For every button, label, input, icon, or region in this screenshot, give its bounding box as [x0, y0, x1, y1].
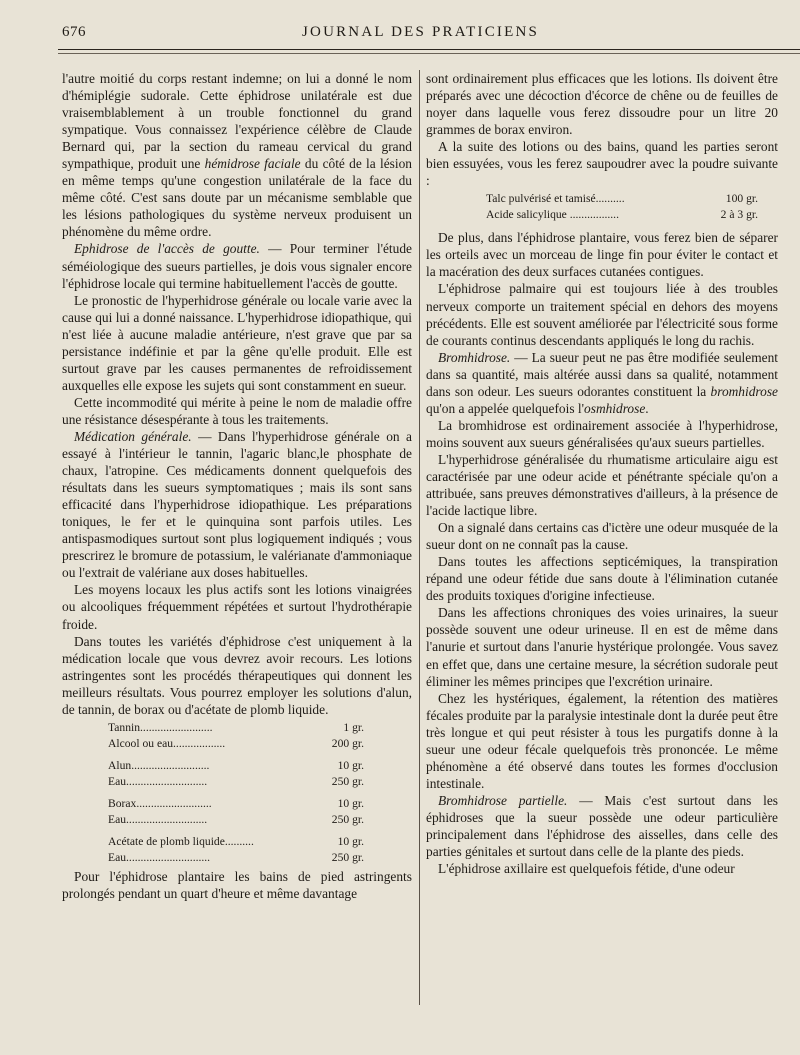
paragraph: Chez les hystériques, également, la rétention des matières fécales produite par la paralysie intestinale dont la durée peut être très longue et qui peut résister à tous les purgatifs donne à la sueur une odeur fécale quelquefois très prononcée. Le même phénomène a été observé dans toutes les formes d'occlusion intestinale. — [426, 690, 778, 791]
section-heading: Bromhidrose partielle. — [438, 792, 568, 808]
prescription-row: Eau............................ 250 gr. — [108, 774, 364, 788]
prescription-row: Talc pulvérisé et tamisé.......... 100 gr. — [486, 192, 758, 206]
prescription-row: Tannin......................... 1 gr. — [108, 720, 364, 734]
paragraph: De plus, dans l'éphidrose plantaire, vous ferez bien de séparer les orteils avec un morceau de linge fin pour éviter le contact et la macération des deux surfaces cutanées contigues. — [426, 230, 778, 280]
journal-title: JOURNAL DES PRATICIENS — [302, 24, 540, 40]
page-number: 676 — [62, 24, 86, 40]
paragraph: A la suite des lotions ou des bains, quand les parties seront bien essuyées, vous les ferez saupoudrer avec la poudre suivante : — [426, 139, 778, 189]
paragraph: L'éphidrose axillaire est quelquefois fétide, d'une odeur — [438, 861, 735, 877]
prescription-group — [108, 834, 364, 866]
paragraph: Dans toutes les variétés d'éphidrose c'est uniquement à la médication locale que vous devrez avoir recours. Les lotions astringentes sont les procédés thérapeutiques qui donnent les meilleurs résultats. Vous pourrez employer les solutions d'alun, de tannin, de borax ou d'acétate de plomb liquide. — [62, 633, 412, 717]
paragraph: Les moyens locaux les plus actifs sont les lotions vinaigrées ou alcooliques fréquemment répétées et surtout l'hydrothérapie froide. — [62, 582, 412, 632]
prescription-group — [108, 720, 364, 752]
section-heading: Ephidrose de l'accès de goutte. — [74, 241, 260, 257]
paragraph: Le pronostic de l'hyperhidrose générale ou locale varie avec la cause qui lui a donné naissance. L'hyperhidrose idiopathique, qui n'est liée à aucune maladie antérieure, n'est grave que par sa persistance indéfinie et par la gêne qu'elle produit. Elle est surtout grave par les causes permanentes de refroidissement auxquelles elle expose les sujets qui sont constamment en sueur. — [62, 292, 412, 393]
header-rule-secondary — [58, 53, 800, 54]
paragraph: Bromhidrose. — La sueur peut ne pas être modifiée seulement dans sa quantité, mais altérée aussi dans sa qualité, notamment dans son odeur. Les sueurs odorantes constituent la bromhidrose qu'on a appelée quelquefois l'osmhidrose. — [426, 349, 778, 416]
page-header — [62, 24, 782, 48]
prescription-group — [108, 758, 364, 790]
prescription-row: Alcool ou eau.................. 200 gr. — [108, 736, 364, 750]
paragraph: Cette incommodité qui mérite à peine le nom de maladie offre une résistance désespérante à tous les traitements. — [62, 394, 412, 427]
paragraph: sont ordinairement plus efficaces que les lotions. Ils doivent être préparés avec une décoction d'écorce de chêne ou de feuilles de noyer dans laquelle vous ferez dissoudre pour un litre 20 grammes de borax environ. — [426, 71, 778, 138]
paragraph: La bromhidrose est ordinairement associée à l'hyperhidrose, moins souvent aux sueurs généralisées qu'aux sueurs partielles. — [426, 417, 778, 450]
header-rule — [58, 49, 800, 50]
section-heading: Médication générale. — [74, 428, 192, 444]
paragraph: Pour l'éphidrose plantaire les bains de pied astringents prolongés pendant un quart d'heure et même davantage — [62, 868, 412, 901]
right-column — [426, 70, 778, 877]
prescription-row: Alun........................... 10 gr. — [108, 758, 364, 772]
prescription-row: Eau............................ 250 gr. — [108, 812, 364, 826]
paragraph: Médication générale. — Dans l'hyperhidrose générale on a essayé à l'intérieur le tannin, l'agaric blanc,le phosphate de chaux, l'atropine. Ces médicaments donnent quelquefois des résultats dans les sueurs symptomatiques ; mais ils sont sans efficacité dans l'hyperhidrose idiopathique. Les préparations toniques, le fer et le quinquina sont parfois utiles. Les antispasmodiques surtout sont plus logiquement indiqués ; vous prescrirez le bromure de potassium, le valérianate d'ammoniaque ou l'extrait de valériane aux doses habituelles. — [62, 428, 412, 581]
paragraph: Bromhidrose partielle. — Mais c'est surtout dans les éphidroses que la sueur possède une odeur particulière principalement dans l'éphidrose des aisselles, dans celle des parties génitales et surtout dans celle de la plante des pieds. — [426, 792, 778, 860]
section-heading: Bromhidrose. — [438, 349, 511, 365]
powder-formula — [486, 191, 758, 223]
paragraph: Dans les affections chroniques des voies urinaires, la sueur possède souvent une odeur urineuse. Il en est de même dans l'anurie et surtout dans l'anurie hystérique prolongée. Vous savez en effet que, dans une certaine mesure, la sécrétion sudorale peut éliminer les mêmes principes que l'excrétion urinaire. — [426, 605, 778, 689]
paragraph: L'éphidrose palmaire qui est toujours liée à des troubles nerveux comporte un traitement spécial en dehors des moyens précédents. Elle est souvent améliorée par l'électricité sous forme de courants continus descendants appliqués le long du rachis. — [426, 281, 778, 348]
column-divider — [419, 70, 420, 1005]
paragraph: Ephidrose de l'accès de goutte. — Pour terminer l'étude séméiologique des sueurs partielles, je dois vous signaler encore l'éphidrose locale qui termine habituellement l'accès de goutte. — [62, 241, 412, 291]
paragraph: l'autre moitié du corps restant indemne; on lui a donné le nom d'hémiplégie sudorale. Cette éphidrose unilatérale est due vraisemblablement à un trouble fonctionnel du grand sympatique. Vous connaissez l'expérience célèbre de Claude Bernard qui, par la section du rameau cervical du grand sympathique, produit une hémidrose faciale du côté de la lésion en même temps qu'une congestion unilatérale de la face du même côté. C'est sans doute par un mécanisme semblable que les lésions pathologiques du système nerveux produisent un phénomène du même ordre. — [62, 71, 412, 240]
prescription-group — [108, 796, 364, 828]
prescription-row: Borax.......................... 10 gr. — [108, 796, 364, 810]
prescription-row: Acétate de plomb liquide.......... 10 gr. — [108, 834, 364, 848]
paragraph: Dans toutes les affections septicémiques, la transpiration répand une odeur fétide due sans doute à l'élimination cutanée des produits toxiques d'origine infectieuse. — [426, 554, 778, 604]
paragraph: L'hyperhidrose généralisée du rhumatisme articulaire aigu est caractérisée par une odeur acide et pénétrante spéciale qu'on a attribuée, sans preuves démonstratives d'ailleurs, à la présence de l'acide lactique libre. — [426, 451, 778, 519]
left-column — [62, 70, 412, 902]
prescription-list — [108, 720, 364, 866]
paragraph: On a signalé dans certains cas d'ictère une odeur musquée de la sueur dont on ne connaît pas la cause. — [426, 520, 778, 553]
prescription-row: Acide salicylique ................. 2 à 3 gr. — [486, 208, 758, 222]
prescription-row: Eau............................. 250 gr. — [108, 850, 364, 864]
